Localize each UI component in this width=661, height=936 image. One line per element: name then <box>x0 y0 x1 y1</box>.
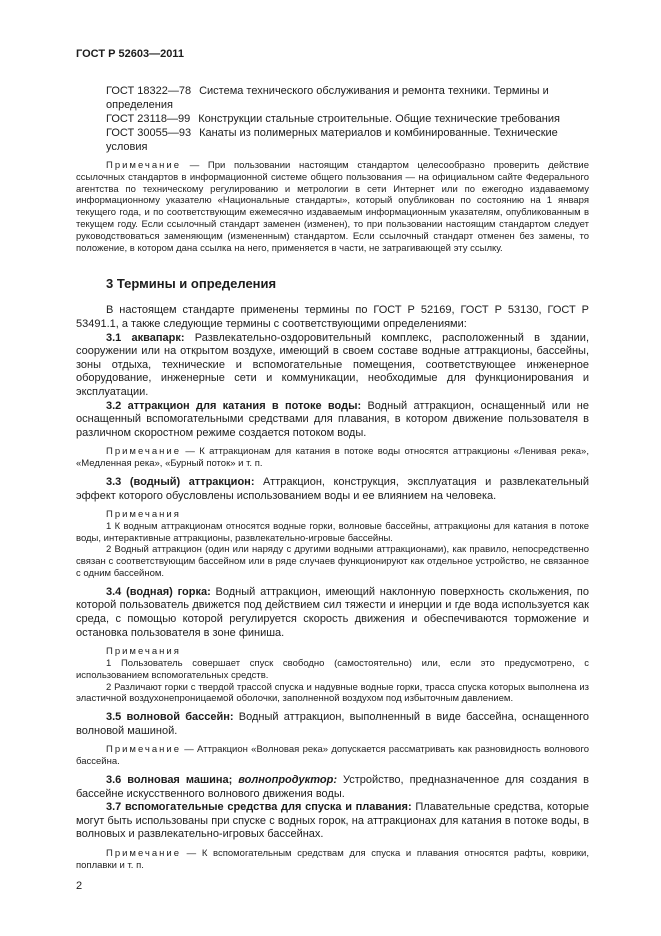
note-item: 2 Различают горки с твердой трассой спуска и надувные водные горки, трасса спуска которых выполнена из эластичной воздухонепроницаемой оболочки, заполненной воздухом под избыточным давлением. <box>76 681 589 705</box>
reference-line <box>76 112 589 126</box>
reference-title: Система технического обслуживания и ремонта техники. Термины и определения <box>106 85 549 111</box>
note-label: Примечание <box>106 160 181 171</box>
term-3-2 <box>76 400 589 441</box>
term-lead: 3.4 (водная) горка: <box>106 585 211 598</box>
references-list <box>76 84 589 154</box>
reference-line <box>76 126 589 154</box>
note-text: — К вспомогательным средствам для спуска и плавания относятся рафты, коврики, поплавки и т. п. <box>76 847 589 871</box>
term-3-4 <box>76 586 589 640</box>
notes-label: Примечания <box>106 646 181 658</box>
term-lead: 3.1 аквапарк: <box>106 331 185 344</box>
note-text: — Аттракцион «Волновая река» допускается рассматривать как разновидность волнового бассейна. <box>76 744 589 768</box>
note-label: Примечание <box>106 744 181 756</box>
term-definition: Устройство, предназначенное для создания в бассейне искусственного волнового движения воды. <box>76 774 589 800</box>
note-text: — К аттракционам для катания в потоке воды относятся аттракционы «Ленивая река», «Медленная река», «Бурный поток» и т. п. <box>76 446 589 470</box>
note-text: — При пользовании настоящим стандартом целесообразно проверить действие ссылочных стандартов в информационной системе общего пользования — на официальном сайте Федерального агентства по техническому регулированию и метрологии в сети Интернет или по ежегодно издаваемому информационному указателю «Национальные стандарты», который опубликован по состоянию на 1 января текущего года, и по соответствующим ежемесячно издаваемым информационным указателям, опубликованным в текущем году. Если ссылочный стандарт заменен (изменен), то при пользовании настоящим стандартом следует руководствоваться заменяющим (измененным) стандартом. Если ссылочный стандарт отменен без замены, то положение, в котором дана ссылка на него, применяется в части, не затрагивающей эту ссылку. <box>76 160 589 254</box>
term-definition: Водный аттракцион, выполненный в виде бассейна, оснащенного волновой машиной. <box>76 711 589 737</box>
term-3-5 <box>76 711 589 738</box>
term-3-2-note <box>76 446 589 470</box>
term-lead: 3.3 (водный) аттракцион: <box>106 475 255 488</box>
reference-code: ГОСТ 18322—78 <box>106 85 192 97</box>
term-definition: Плавательные средства, которые могут быть использованы при спуске с водных горок, на аттракционах для катания в потоке воды, в волновых и развлекательно-игровых бассейнах. <box>76 801 589 841</box>
section-heading: 3 Термины и определения <box>106 276 277 292</box>
doc-header-code: ГОСТ Р 52603—2011 <box>76 48 184 60</box>
page-number: 2 <box>76 880 83 892</box>
term-3-7 <box>76 801 589 842</box>
section-intro: В настоящем стандарте применены термины по ГОСТ Р 52169, ГОСТ Р 53130, ГОСТ Р 53491.1, а также следующие термины с соответствующими определениями: <box>76 304 589 330</box>
term-3-3 <box>76 476 589 503</box>
term-synonym: волнопродуктор: <box>232 774 337 787</box>
term-lead: 3.2 аттракцион для катания в потоке воды: <box>106 399 362 412</box>
reference-title: Канаты из полимерных материалов и комбинированные. Технические условия <box>106 127 558 153</box>
notes-label: Примечания <box>106 509 181 521</box>
term-definition: Водный аттракцион, имеющий наклонную поверхность скольжения, по которой пользователь движется под действием сил тяжести и инерции и где вода используется как среда, с помощью которой регулируется скорость движения и обеспечиваются торможение и остановка пользователя в зоне финиша. <box>76 585 589 639</box>
references-note <box>76 160 589 254</box>
note-label: Примечание <box>106 446 181 458</box>
reference-code: ГОСТ 30055—93 <box>106 127 192 139</box>
note-item: 1 К водным аттракционам относятся водные горки, волновые бассейны, аттракционы для катания в потоке воды, интерактивные аттракционы, развлекательно-игровые бассейны. <box>76 520 589 544</box>
term-3-5-note <box>76 744 589 768</box>
term-3-6 <box>76 774 589 801</box>
reference-title: Конструкции стальные строительные. Общие технические требования <box>198 113 560 125</box>
note-item: 1 Пользователь совершает спуск свободно (самостоятельно) или, если это предусмотрено, с использованием вспомогательных средств. <box>76 658 589 681</box>
term-definition: Развлекательно-оздоровительный комплекс, расположенный в здании, сооружении или на открытом воздухе, имеющий в своем составе водные аттракционы, бассейны, зоны отдыха, технические и вспомогательные помещения, соответствующее инженерное оборудование, инженерные сети и коммуникации, необходимые для функционирования и эксплуатации. <box>76 331 589 398</box>
term-3-1 <box>76 332 589 400</box>
term-lead: 3.6 волновая машина; <box>106 774 233 787</box>
reference-code: ГОСТ 23118—99 <box>106 113 191 125</box>
term-3-3-notes <box>76 509 589 580</box>
term-definition: Водный аттракцион, оснащенный или не оснащенный вспомогательными средствами для плавания, в котором движение пользователя в различном скоростном режиме создается потоком воды. <box>76 399 589 439</box>
reference-line <box>76 84 589 112</box>
term-3-7-note <box>76 848 589 872</box>
note-label: Примечание <box>106 847 181 859</box>
term-definition: Аттракцион, конструкция, эксплуатация и развлекательный эффект которого обусловлены использованием воды и ее влиянием на человека. <box>76 475 589 502</box>
term-3-4-notes <box>76 646 589 705</box>
term-lead: 3.5 волновой бассейн: <box>106 711 234 724</box>
term-lead: 3.7 вспомогательные средства для спуска и плавания: <box>106 801 412 814</box>
note-item: 2 Водный аттракцион (один или наряду с другими водными аттракционами), как правило, непосредственно связан с соответствующим бассейном или в ряде случаев функционируют как отдельное устройство, не связанное с одним бассейном. <box>76 544 589 580</box>
